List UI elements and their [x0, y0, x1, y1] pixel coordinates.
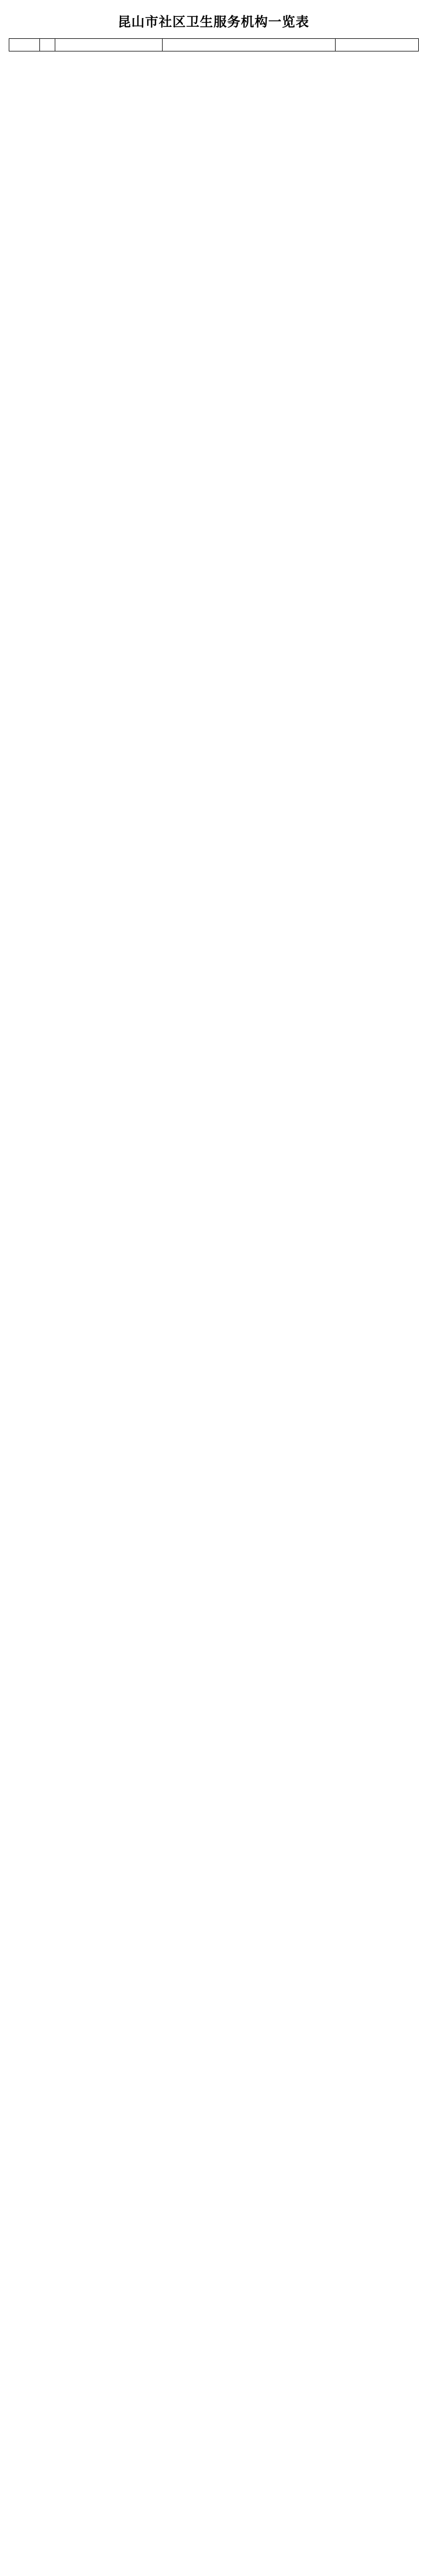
table-header-row [9, 39, 419, 51]
header-no [40, 39, 55, 51]
directory-table [9, 38, 419, 51]
header-name [55, 39, 163, 51]
header-address [163, 39, 336, 51]
page-title: 昆山市社区卫生服务机构一览表 [118, 14, 309, 30]
header-district [9, 39, 40, 51]
header-phone [336, 39, 419, 51]
